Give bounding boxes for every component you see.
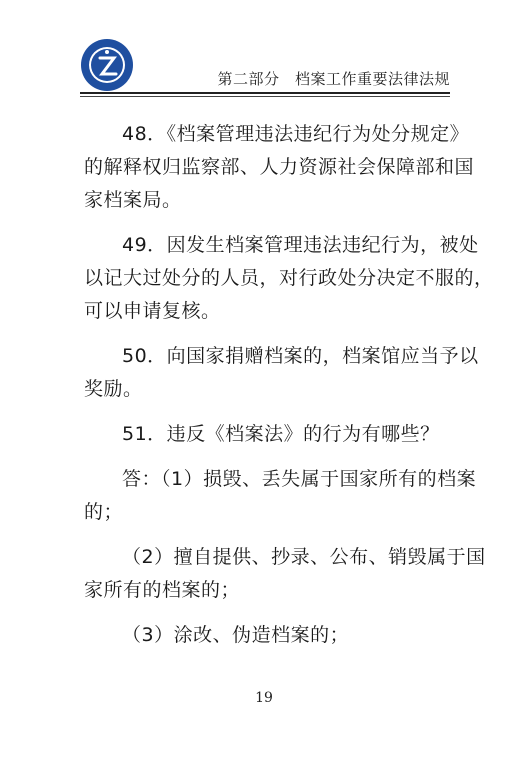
text-line: 50．向国家捐赠档案的，档案馆应当予以	[122, 345, 479, 367]
paragraph-49	[84, 229, 494, 328]
text-line: 可以申请复核。	[84, 300, 221, 322]
answer-item-1	[84, 463, 477, 529]
paragraph-51	[84, 418, 450, 451]
page-header	[80, 38, 450, 96]
text-line: 的；	[84, 501, 124, 523]
text-line: 的解释权归监察部、人力资源社会保障部和国	[84, 156, 475, 178]
header-rule-thick	[80, 92, 450, 94]
page-number: 19	[255, 690, 273, 706]
document-body	[84, 118, 494, 664]
text-line: 48．《档案管理违法违纪行为处分规定》	[122, 123, 470, 145]
text-line: （3）涂改、伪造档案的；	[122, 624, 350, 646]
school-emblem-icon	[80, 38, 134, 92]
answer-item-2	[84, 541, 486, 607]
text-line: 答：（1）损毁、丢失属于国家所有的档案	[122, 468, 477, 490]
text-line: 奖励。	[84, 378, 143, 400]
paragraph-50	[84, 340, 479, 406]
text-line: 家档案局。	[84, 189, 182, 211]
paragraph-48	[84, 118, 475, 217]
text-line: 49．因发生档案管理违法违纪行为，被处	[122, 234, 479, 256]
page-title: 第二部分 档案工作重要法律法规	[217, 70, 450, 88]
text-line: 以记大过处分的人员，对行政处分决定不服的，	[84, 267, 494, 289]
header-rule-thin	[80, 96, 450, 97]
answer-item-3	[84, 619, 450, 652]
text-line: （2）擅自提供、抄录、公布、销毁属于国	[122, 546, 486, 568]
text-line: 家所有的档案的；	[84, 579, 241, 601]
text-line: 51．违反《档案法》的行为有哪些？	[122, 423, 440, 445]
